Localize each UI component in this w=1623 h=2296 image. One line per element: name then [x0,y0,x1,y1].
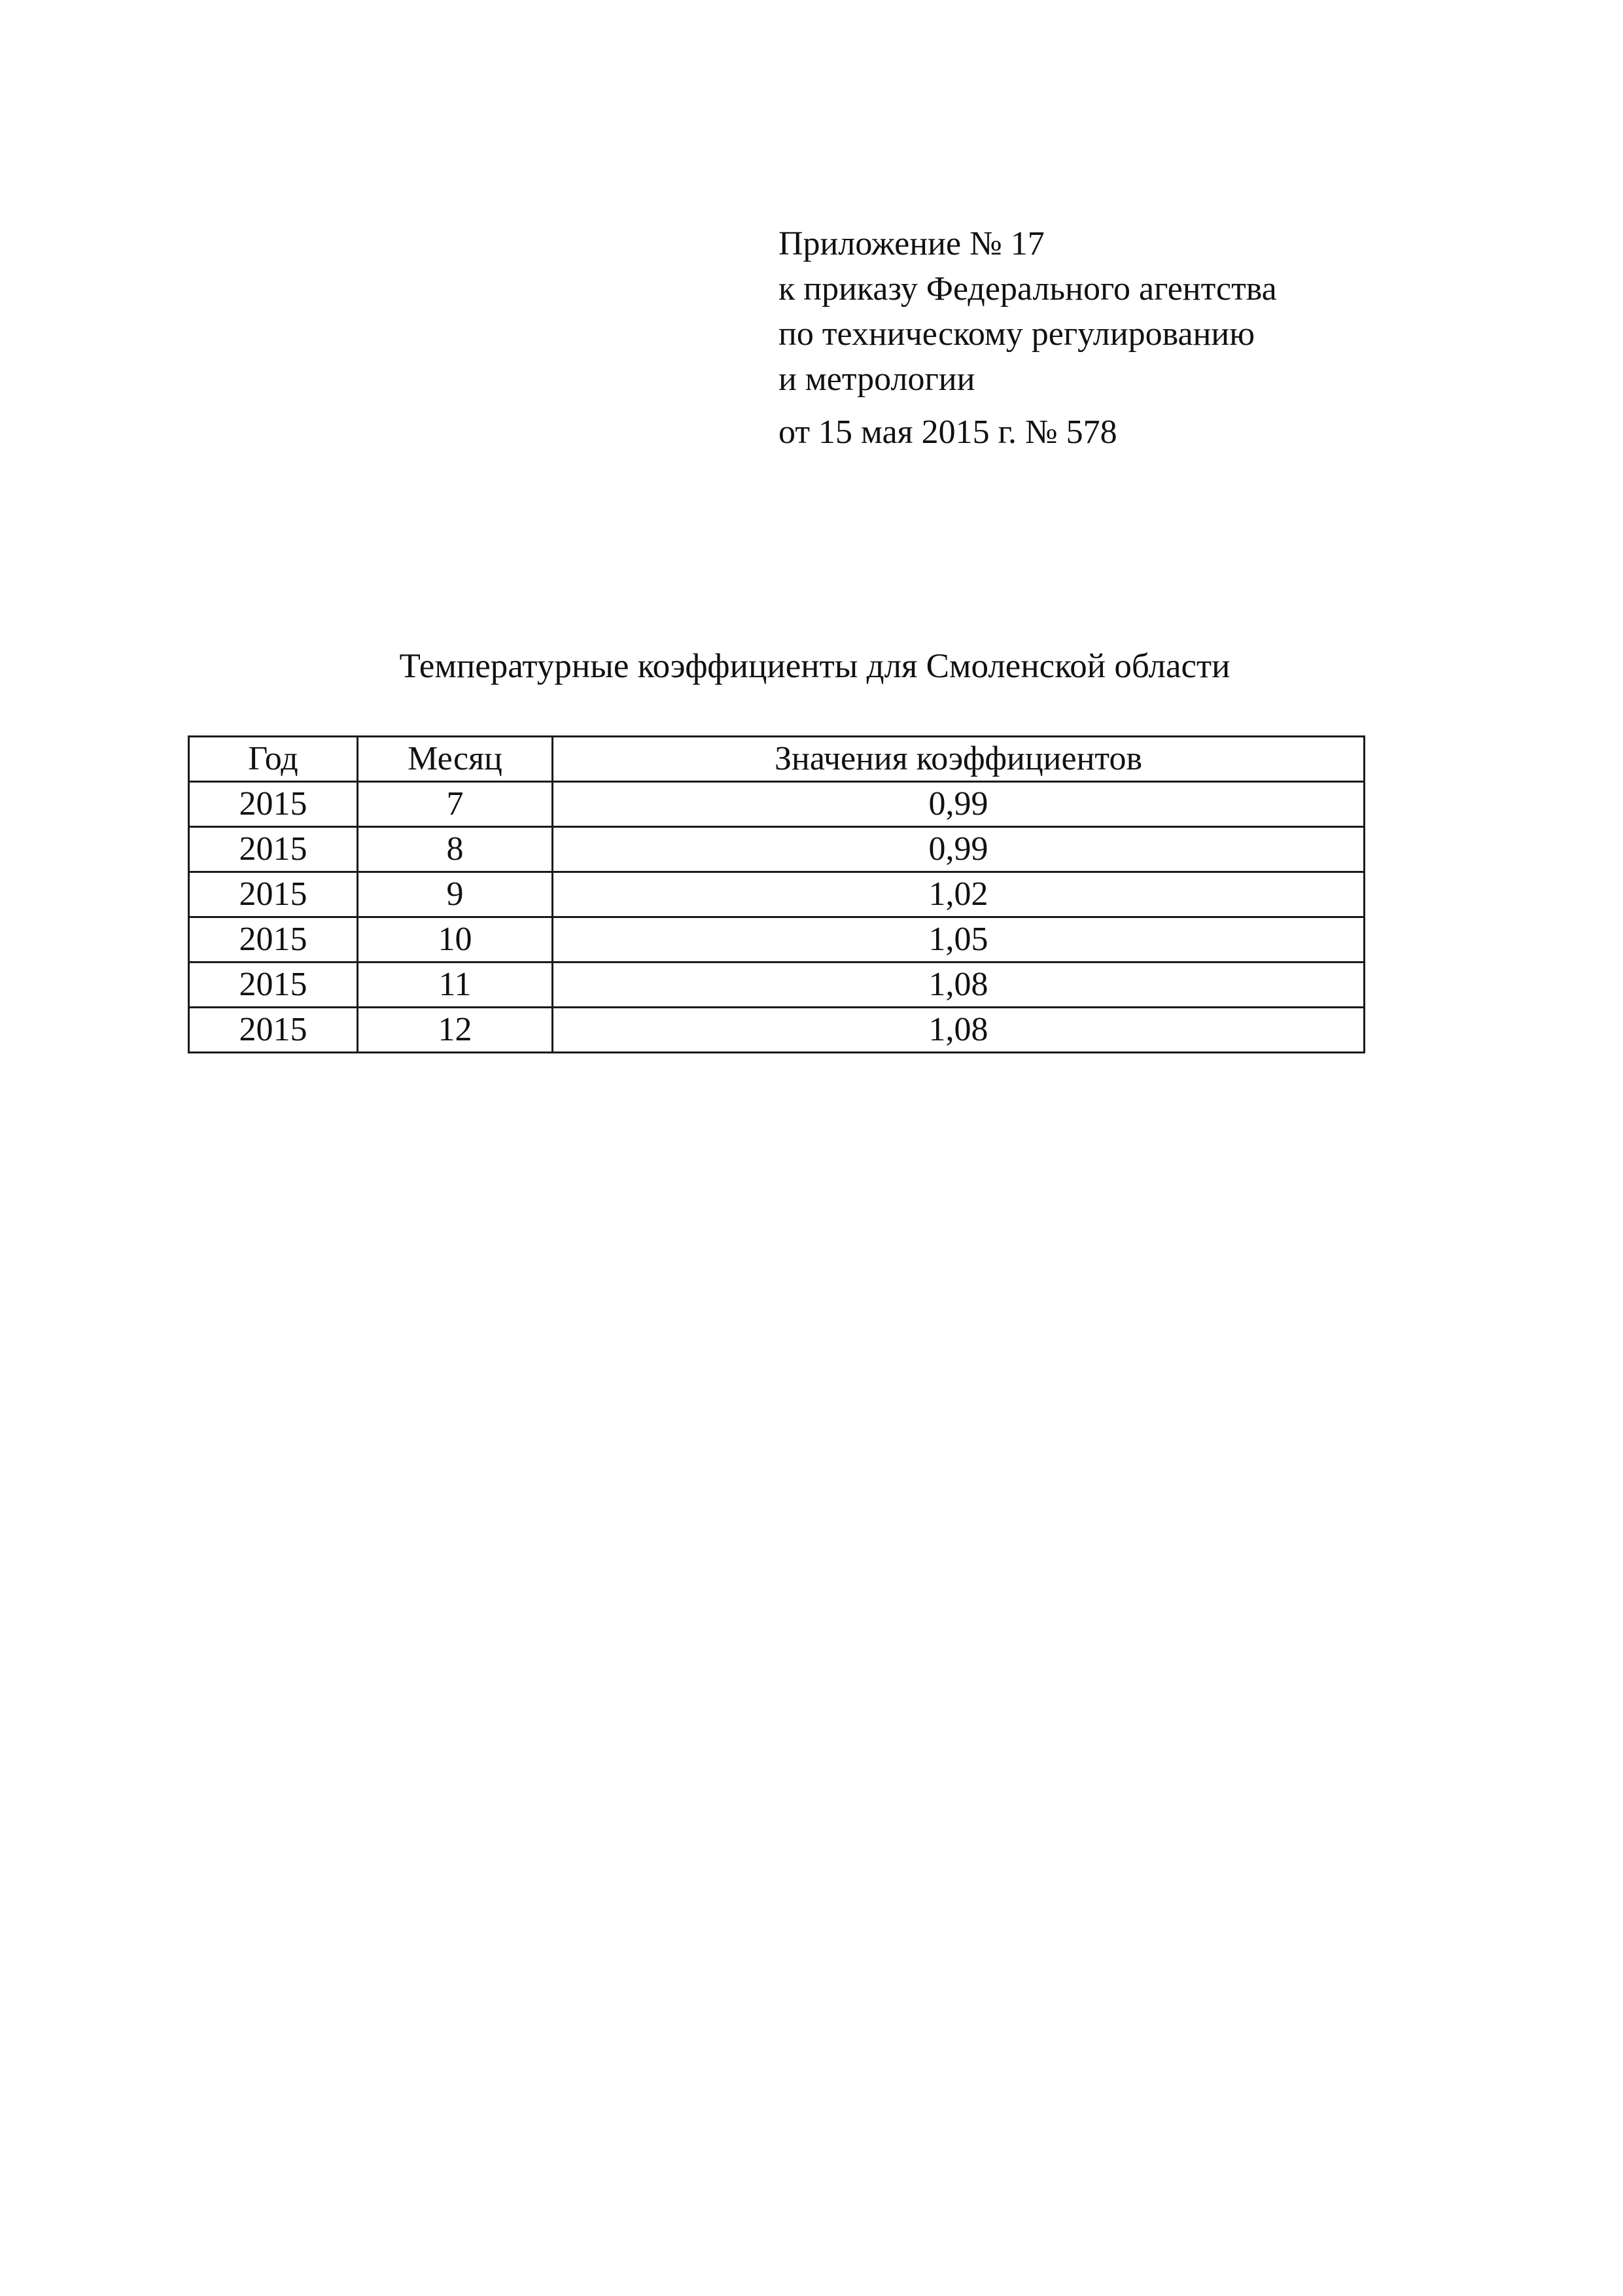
cell-month: 10 [358,917,553,963]
header-year: Год [189,737,358,782]
table-row [189,1008,1365,1053]
appendix-agency-line-2: и метрологии [778,361,975,398]
table-row [189,963,1365,1008]
cell-value: 1,08 [553,963,1365,1008]
cell-month: 7 [358,782,553,827]
appendix-header [778,221,1563,455]
table-header-row [189,737,1365,782]
table-row [189,827,1365,872]
table-row [189,917,1365,963]
cell-year: 2015 [189,827,358,872]
table-row [189,782,1365,827]
header-value: Значения коэффициентов [553,737,1365,782]
cell-month: 8 [358,827,553,872]
appendix-date: от 15 мая 2015 г. № 578 [778,414,1117,451]
document-title: Температурные коэффициенты для Смоленской области [399,647,1230,685]
cell-value: 0,99 [553,827,1365,872]
cell-year: 2015 [189,782,358,827]
cell-year: 2015 [189,963,358,1008]
appendix-number: Приложение № 17 [778,225,1045,262]
cell-value: 0,99 [553,782,1365,827]
cell-year: 2015 [189,872,358,917]
cell-value: 1,02 [553,872,1365,917]
cell-month: 11 [358,963,553,1008]
coefficients-table [188,735,1365,1053]
cell-year: 2015 [189,917,358,963]
cell-value: 1,08 [553,1008,1365,1053]
cell-year: 2015 [189,1008,358,1053]
header-month: Месяц [358,737,553,782]
cell-value: 1,05 [553,917,1365,963]
cell-month: 9 [358,872,553,917]
cell-month: 12 [358,1008,553,1053]
appendix-order-ref: к приказу Федерального агентства [778,270,1277,308]
table-row [189,872,1365,917]
appendix-agency-line: по техническому регулированию [778,315,1255,353]
